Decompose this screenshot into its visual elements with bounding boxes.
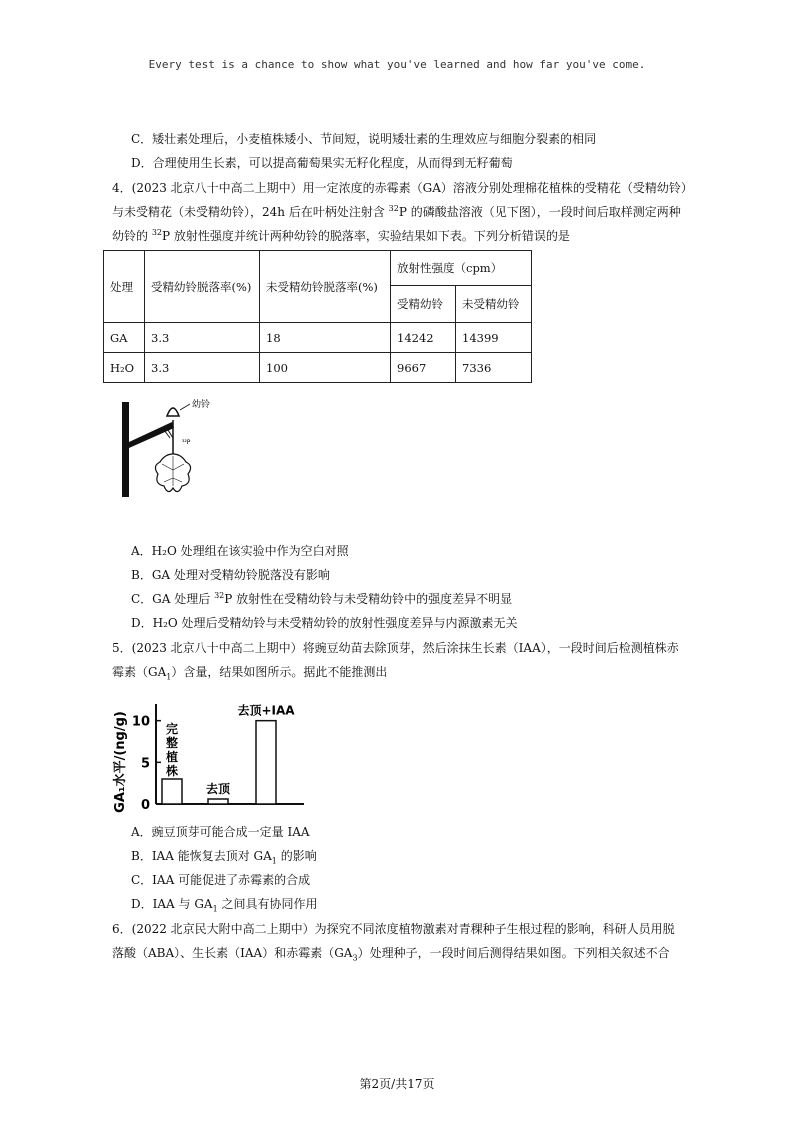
cell-unfert-radio: 14399	[456, 323, 532, 353]
category-label-0-char-0: 完	[165, 722, 179, 736]
cell-fert-radio: 9667	[391, 353, 456, 383]
th-fert-drop: 受精幼铃脱落率(%)	[145, 251, 260, 323]
q5-option-a: A．豌豆顶芽可能合成一定量 IAA	[131, 825, 310, 839]
category-label-0-char-1: 整	[165, 736, 179, 750]
category-label-1: 去顶	[205, 782, 231, 796]
q5-option-c: C．IAA 可能促进了赤霉素的合成	[131, 873, 311, 887]
q4-option-a: A．H₂O 处理组在该实验中作为空白对照	[131, 544, 349, 558]
cell-fert-drop: 3.3	[145, 353, 260, 383]
isotope-label: ³²P	[182, 439, 191, 446]
q4-option-c: C．GA 处理后 $^{32}$P 放射性在受精幼铃与未受精幼铃中的强度差异不明显	[131, 591, 513, 606]
th-unfert-drop: 未受精幼铃脱落率(%)	[260, 251, 391, 323]
cotton-boll-figure	[110, 392, 240, 504]
th-unfert-boll: 未受精幼铃	[456, 286, 532, 323]
q3-option-c: C．矮壮素处理后，小麦植株矮小、节间短，说明矮壮素的生理效应与细胞分裂素的相同	[131, 132, 597, 146]
page-header-motto: Every test is a chance to show what you've learned and how far you've come.	[148, 58, 646, 71]
table-row	[104, 353, 532, 383]
injection-arrow-icon	[164, 430, 173, 438]
category-label-0-char-3: 株	[165, 764, 179, 778]
q4-results-table	[103, 250, 532, 383]
y-tick-label-0: 0	[140, 798, 150, 813]
q4-option-b: B．GA 处理对受精幼铃脱落没有影响	[131, 568, 330, 582]
boll-label: 幼铃	[192, 400, 211, 410]
q5-option-b: B．IAA 能恢复去顶对 $GA_1$ 的影响	[131, 849, 317, 866]
q3-option-d: D．合理使用生长素，可以提高葡萄果实无籽化程度，从而得到无籽葡萄	[131, 156, 513, 170]
table-row	[104, 323, 532, 353]
th-radioactivity: 放射性强度（cpm）	[391, 251, 532, 286]
stem-icon	[122, 402, 129, 497]
category-label-0-char-2: 植	[165, 750, 179, 764]
y-tick-label-1: 5	[140, 756, 150, 772]
cell-fert-drop: 3.3	[145, 323, 260, 353]
category-label-2: 去顶+IAA	[237, 703, 295, 718]
boll-icon	[167, 408, 179, 416]
cell-unfert-drop: 100	[260, 353, 391, 383]
th-fert-boll: 受精幼铃	[391, 286, 456, 323]
cell-unfert-radio: 7336	[456, 353, 532, 383]
bar-1	[208, 799, 228, 804]
page-number: 第2页/共17页	[359, 1077, 435, 1091]
y-tick-label-2: 10	[131, 714, 150, 730]
cell-fert-radio: 14242	[391, 323, 456, 353]
bar-0	[162, 779, 182, 804]
q4-stem-line3: 幼铃的 $^{32}$P 放射性强度并统计两种幼铃的脱落率，实验结果如下表。下列分析错误的是	[112, 228, 570, 243]
q6-stem-line1: 6．(2022 北京民大附中高二上期中）为探究不同浓度植物激素对青稞种子生根过程的影响，科研人员用脱	[112, 922, 675, 936]
q5-stem-line1: 5．(2023 北京八十中高二上期中）将豌豆幼苗去除顶芽，然后涂抹生长素（IAA），一段时间后检测植株赤	[112, 641, 679, 655]
q4-stem-line2: 与未受精花（未受精幼铃），24h 后在叶柄处注射含 $^{32}$P 的磷酸盐溶液（见下图），一段时间后取样测定两种	[112, 204, 681, 219]
q4-option-d: D．H₂O 处理后受精幼铃与未受精幼铃的放射性强度差异与内源激素无关	[131, 616, 518, 630]
q5-option-d: D．IAA 与 $GA_1$ 之间具有协同作用	[131, 897, 318, 914]
cell-treatment: H₂O	[104, 353, 145, 383]
th-treatment: 处理	[104, 251, 145, 323]
q5-stem-line2: 霉素$(GA_1)$含量，结果如图所示。据此不能推测出	[112, 665, 388, 682]
cell-unfert-drop: 18	[260, 323, 391, 353]
q4-stem-line1: 4．(2023 北京八十中高二上期中）用一定浓度的赤霉素（GA）溶液分别处理棉花植株的受精花（受精幼铃）	[112, 181, 693, 195]
chart-ylabel: GA₁水平/(ng/g)	[113, 711, 128, 813]
bar-2	[256, 721, 276, 804]
cell-treatment: GA	[104, 323, 145, 353]
ga1-bar-chart	[108, 696, 308, 814]
q6-stem-line2: 落酸（ABA）、生长素（IAA）和赤霉素$(GA_3)$处理种子，一段时间后测得结果如图。下列相关叙述不合	[112, 946, 670, 963]
